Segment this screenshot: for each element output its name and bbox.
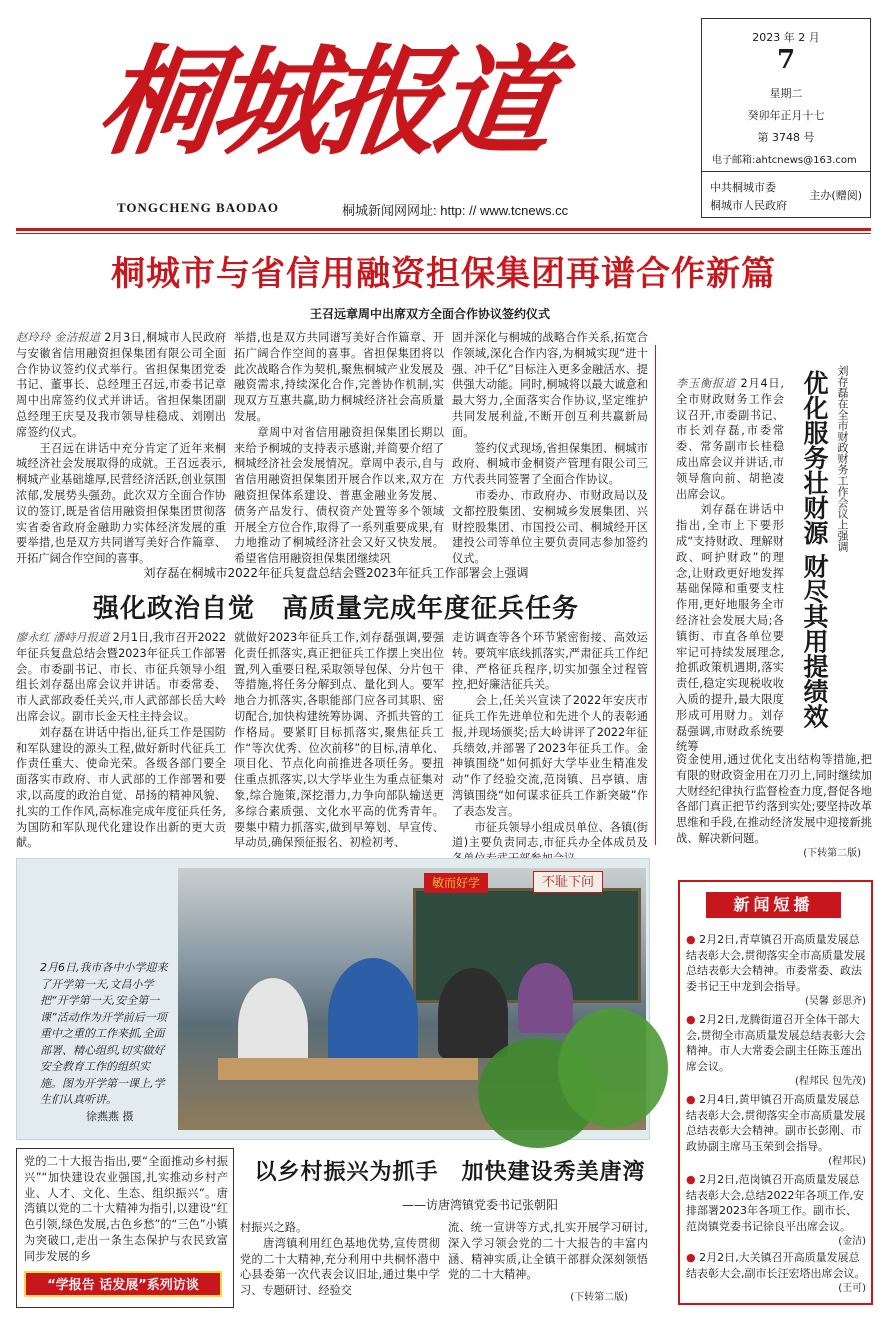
photo-caption: 2月6日,我市各中小学迎来了开学第一天,文昌小学把“开学第一天,安全第一课”活动作为开学前后一项重中之重的工作来抓,全面部署、精心组织,切实做好安全教育工作的组织实施。图为开学第一课上,学生们认真听讲。 <box>40 961 168 1106</box>
masthead-rule <box>16 228 871 231</box>
side-headline: 优化服务壮财源 财尽其用提绩效 <box>800 370 829 729</box>
second-column-2: 就做好2023年征兵工作,刘存磊强调,要强化责任抓落实,真正把征兵工作摆上突出位置,列入重要日程,采取领导包保、分片包干等措施,将任务分解到点、量化到人。要军地合力抓落实,各职能部门应各司其职、密切配合,加快构建统筹协调、齐抓共管的工作格局。要紧盯目标抓落实,聚焦征兵工作“等次优秀、位次前移”的目标,清单化、项目化、节点化向前推进各项任务。要扭住重点抓落实,以大学毕业生为重点征集对象,综合施策,深挖潜力,力争向部队输送更多综合素质强、文化水平高的优秀青年。要集中精力抓落实,做到早筹划、早宣传、早动员,确保预征报名、初检初考、 <box>234 631 444 850</box>
second-column-3: 走访调查等各个环节紧密衔接、高效运转。要筑牢底线抓落实,严肃征兵工作纪律、严格征兵程序,切实加强全过程管控,把好廉洁征兵关。 会上,任关兴宣读了2022年安庆市征兵工作先进单位和先进个人的表彰通报,并现场颁奖;岳大岭讲评了2022年征兵绩效,并部署了2023年征兵工作。金神镇围绕“如何抓好大学毕业生精准发动”作了经验交流,范岗镇、吕亭镇、唐湾镇围绕“如何谋求征兵工作新突破”作了表态发言。 市征兵领导小组成员单位、各镇(街道)主要负责同志,市征兵办全体成员及 <box>452 631 648 850</box>
issue-date: 2023 年 2 月 <box>752 31 820 44</box>
bullet-icon: ● <box>686 1013 696 1026</box>
lead-column-1 <box>16 330 227 566</box>
issue-lunar-date: 癸卯年正月十七 <box>747 109 825 122</box>
side-column-1 <box>676 376 784 754</box>
bullet-icon: ● <box>686 933 696 946</box>
lead-headline: 桐城市与省信用融资担保集团再谱合作新篇 <box>111 254 776 294</box>
second-text-1: 2月1日,我市召开2022年征兵复盘总结会暨2023年征兵工作部署会。市委副书记、市长、市征兵领导小组组长刘存磊出席会议并讲话。市委常委、市人武部政委任关兴,市人武部部长岳大岭出席会议。副市长金天柱主持会议。 刘存磊在讲话中指出,征兵工作是国防和军队建设的源头工程,做好新时代征兵工作责任重大、使命光荣。各级各部门要全面落实市政府、市人武部的工作部署和要求,以高度的政治自觉、昂扬的精神风貌、扎实的工作作风,高标准完成年度征兵任务,为国防和军队现代化建设作出新的更大贡献。 <box>16 631 227 850</box>
masthead-website: 桐城新闻网网址: http: // www.tcnews.cc <box>342 203 569 218</box>
sponsor-label: 主办(赠阅) <box>809 189 862 202</box>
lead-byline: 赵玲玲 金洁报道 <box>16 331 101 344</box>
issue-email: 电子邮箱:ahtcnews@163.com <box>712 155 857 166</box>
photo-banner-right: 不耻下问 <box>533 871 603 893</box>
interview-column-1: 村振兴之路。 唐湾镇利用红色基地优势,宣传贯彻党的二十大精神,充分利用中共桐怀潜中心县委第一次代表会议旧址,通过集中学习、专题研讨、经验交 <box>240 1221 440 1298</box>
desk <box>218 1058 478 1080</box>
side-subhead: 刘存磊在全市财政财务工作会议上强调 <box>836 365 849 552</box>
second-column-1 <box>16 630 226 852</box>
lead-column-3: 固并深化与桐城的战略合作关系,拓宽合作领域,深化合作内容,为桐城实现“进十强、冲千亿”目标注入更多金融活水、提供强大动能。同时,桐城将以最大诚意和最大努力,全面落实合作协议,坚定维护共同发展利益,不断开创互利共赢新局面。 签约仪式现场,省担保集团、桐城市政府、桐城市金桐资产管理有限公司三方代表共同签署了全面合作协议。 市委办、市政府办、市财政局以及文都控股集团、安桐城乡发展集团、兴财控股集团、市国投公司、桐城经开区建投公司等单位主要负责同志参加签约仪式。 <box>452 331 648 566</box>
interview-column-2: 流、统一宣讲等方式,扎实开展学习研讨,深入学习领会党的二十大报告的丰富内涵、精神实质,让全镇干部群众深刻领悟党的二十大精神。 <box>448 1221 648 1282</box>
issue-info-box <box>701 18 871 218</box>
issue-weekday: 星期二 <box>769 87 803 100</box>
masthead-pinyin: TONGCHENG BAODAO <box>117 200 280 215</box>
news-brief-item: ● 2月4日,黄甲镇召开高质量发展总结表彰大会,贯彻落实全市高质量发展总结表彰大会精神。副市长彭刚、市政协副主席马玉荣到会指导。 (程邦民) <box>686 1093 866 1168</box>
classroom-photo <box>178 868 646 1130</box>
second-byline: 廖永红 潘峙月报道 <box>16 631 110 644</box>
second-kicker: 刘存磊在桐城市2022年征兵复盘总结会暨2023年征兵工作部署会上强调 <box>143 566 529 580</box>
issue-number: 第 3748 号 <box>757 131 815 144</box>
interview-continued: (下转第二版) <box>570 1292 628 1303</box>
masthead-title: 桐城报道 <box>90 32 558 171</box>
news-brief-item: ● 2月2日,范岗镇召开高质量发展总结表彰大会,总结2022年各项工作,安排部署2023年各项工作。副市长、范岗镇党委书记徐良平出席会议。 (金洁) <box>686 1173 866 1248</box>
masthead-rule-thin <box>16 233 871 234</box>
student-figure <box>438 968 508 1058</box>
photo-credit: 徐燕燕 摄 <box>86 1110 134 1123</box>
plant <box>558 1008 668 1128</box>
interview-intro: 党的二十大报告指出,要“全面推动乡村振兴”“加快建设农业强国,扎实推动乡村产业、人才、文化、生态、组织振兴”。唐湾镇以党的二十大精神为指引,以建设“红色引领,绿色发展,古色乡愁”的“三色”小镇为突破口,走出一条生态保护与农民致富同步发展的乡 <box>24 1155 228 1263</box>
lead-text-1: 2月3日,桐城市人民政府与安徽省信用融资担保集团有限公司全面合作协议签约仪式举行。省担保集团党委书记、董事长、总经理王召远,市委书记章周中出席签约仪式并讲话。省担保集团副总经理王庆旻及我市领导桂稳成、刘刚出席签约仪式。 王召远在讲话中充分肯定了近年来桐城经济社会发展取得的成就。王召远表示,桐城产业基础雄厚,民营经济活跃,创业氛围浓郁,发展势头强劲。此次双方全面合作协议的签订,既是省信用融资担保集团贯彻落实省委省政府金融助力实体经济发展的重要举措,也是双方共同谱写美好合作篇章、开拓广阔合作空间的喜事。 <box>16 331 227 566</box>
side-continued: (下转第二版) <box>803 848 861 859</box>
bullet-icon: ● <box>686 1251 696 1264</box>
news-brief-item: ● 2月2日,龙腾街道召开全体干部大会,贯彻全市高质量发展总结表彰大会精神。市人大常委会副主任陈玉莲出席会议。 (程邦民 包先茂) <box>686 1013 866 1088</box>
interview-headline: 以乡村振兴为抓手 加快建设秀美唐湾 <box>254 1159 646 1185</box>
news-briefs-title: 新闻短播 <box>706 892 841 918</box>
side-column-2: 资金使用,通过优化支出结构等措施,把有限的财政资金用在刀刃上,同时继续加大财经纪律执行监督检查力度,督促各地各部门真正把节约落到实处;要坚持改革思维和手段,在推动经济发展中迎接新挑战、解决新问题。 <box>676 753 872 845</box>
news-brief-item: ● 2月2日,青草镇召开高质量发展总结表彰大会,贯彻落实全市高质量发展总结表彰大会精神。市委常委、政法委书记王中龙到会指导。 (吴馨 彭思齐) <box>686 933 866 1008</box>
bullet-icon: ● <box>686 1093 696 1106</box>
side-text-1: 2月4日,全市财政财务工作会议召开,市委副书记、市长刘存磊,市委常委、常务副市长桂稳成出席会议并讲话,市领导詹向前、胡艳凌出席会议。 刘存磊在讲话中指出,全市上下要形成“支持财政、理解财政、呵护财政”的理念,让财政更好地发挥基础保障和重要支柱作用,更好地服务全市经济社会发展大局;各镇街、市直各单位要牢记可持续发展理念,抢抓政策机遇期,落实责任,稳定实现税收收入质的提升,最大限度形成可用财力。刘存磊强调,市财政系统要统筹 <box>676 377 784 754</box>
sponsor-government: 桐城市人民政府 <box>710 199 787 212</box>
news-brief-item: ● 2月2日,大关镇召开高质量发展总结表彰大会,副市长汪宏塔出席会议。 (王可) <box>686 1251 866 1295</box>
student-figure <box>518 963 573 1033</box>
sponsor-party: 中共桐城市委 <box>710 181 776 194</box>
interview-subhead: ——访唐湾镇党委书记张朝阳 <box>401 1198 558 1212</box>
series-tag: “学报告 话发展”系列访谈 <box>24 1271 222 1297</box>
issue-day: 7 <box>776 45 796 75</box>
second-headline: 强化政治自觉 高质量完成年度征兵任务 <box>92 594 579 624</box>
photo-banner-left: 敏而好学 <box>424 873 488 893</box>
side-byline: 李玉衡报道 <box>676 377 737 390</box>
bullet-icon: ● <box>686 1173 696 1186</box>
lead-column-2: 举措,也是双方共同谱写美好合作篇章、开拓广阔合作空间的喜事。省担保集团将以此次战略合作为契机,聚焦桐城产业发展及融资需求,持续深化合作,完善协作机制,实现双方互惠共赢,助力桐城经济社会高质量发展。 章周中对省信用融资担保集团长期以来给予桐城的支持表示感谢,并简要介绍了桐城经济社会发展情况。章周中表示,自与省信用融资担保集团开展合作以来,双方在融资担保体系建设、普惠金融业务发展、债务产品发行、债权资产处置等多个领域开展全方位合作,取得了一系列重要成果,有力地推动了桐城经济社会又好又快发展。希望省信用融资担保集团继续巩 <box>234 331 444 566</box>
lead-subhead: 王召远章周中出席双方全面合作协议签约仪式 <box>309 307 550 321</box>
